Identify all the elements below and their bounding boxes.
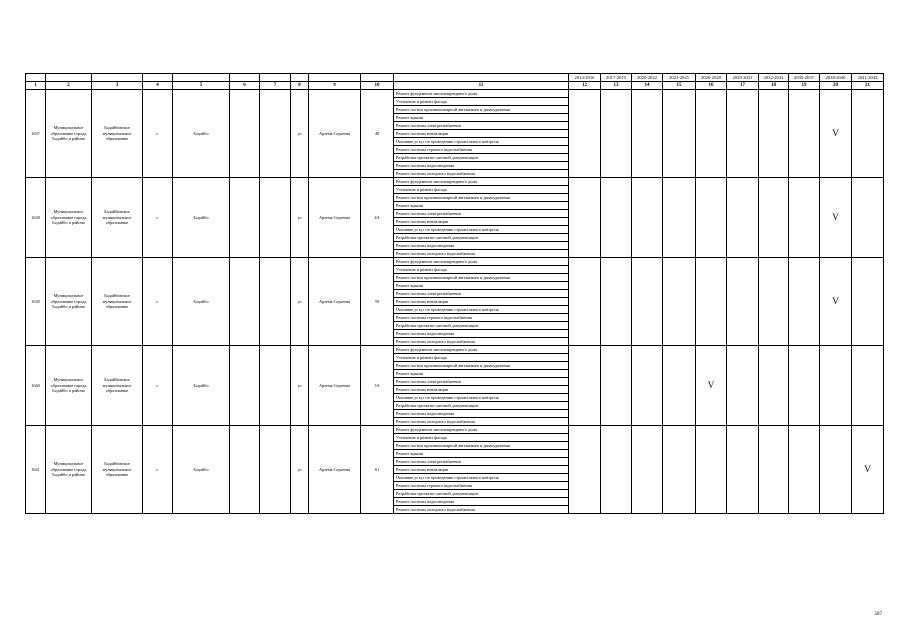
work-item: Ремонт крыши: [394, 114, 569, 122]
column-number: 11: [394, 82, 569, 90]
street-type-cell: ул: [291, 178, 309, 258]
period-cell: [696, 90, 727, 178]
period-cell: [632, 258, 663, 346]
record-id: 1638: [26, 178, 46, 258]
work-item: Ремонт крыши: [394, 370, 569, 378]
column-number: 3: [92, 82, 143, 90]
column-number: 15: [663, 82, 696, 90]
work-item: Оказание услуг по проведению строительного контроля: [394, 474, 569, 482]
period-cell: [852, 346, 884, 426]
period-cell: [601, 178, 632, 258]
period-cell: [789, 426, 820, 514]
work-item: Ремонт систем противопожарной автоматики и дымоудаления: [394, 362, 569, 370]
street-cell: Артема Сергеева: [309, 426, 361, 514]
municipality-cell: Муниципальное образование города Бодайбо и района: [46, 258, 92, 346]
period-cell: [569, 426, 601, 514]
period-cell: [759, 90, 789, 178]
table-row: [26, 90, 884, 98]
work-item: Ремонт системы горячего водоснабжения: [394, 314, 569, 322]
period-cell: [601, 90, 632, 178]
city-cell: Бодайбо: [173, 346, 230, 426]
locality-type-cell: г.: [143, 346, 173, 426]
col7-cell: [260, 258, 291, 346]
period-cell: [663, 346, 696, 426]
work-item: Ремонт системы электроснабжения: [394, 458, 569, 466]
period-mark: V: [696, 346, 727, 426]
period-cell: [820, 426, 852, 514]
work-item: Ремонт системы электроснабжения: [394, 122, 569, 130]
records-body: [26, 90, 884, 514]
col6-cell: [230, 90, 260, 178]
work-item: Утепление и ремонт фасада: [394, 266, 569, 274]
period-cell: [696, 426, 727, 514]
municipality-cell: Муниципальное образование города Бодайбо и района: [46, 90, 92, 178]
work-item: Оказание услуг по проведению строительного контроля: [394, 226, 569, 234]
work-item: Оказание услуг по проведению строительного контроля: [394, 394, 569, 402]
street-cell: Артема Сергеева: [309, 178, 361, 258]
municipality-cell: Муниципальное образование города Бодайбо и района: [46, 426, 92, 514]
period-cell: [632, 178, 663, 258]
work-item: Ремонт системы вентиляции: [394, 130, 569, 138]
work-item: Ремонт системы холодного водоснабжения: [394, 170, 569, 178]
period-cell: [663, 90, 696, 178]
work-item: Ремонт системы вентиляции: [394, 298, 569, 306]
period-cell: [789, 346, 820, 426]
col6-cell: [230, 258, 260, 346]
col6-cell: [230, 346, 260, 426]
period-header: 2035-2037: [789, 74, 820, 82]
street-cell: Артема Сергеева: [309, 90, 361, 178]
work-item: Разработка проектно-сметной документации: [394, 402, 569, 410]
work-item: Утепление и ремонт фасада: [394, 186, 569, 194]
period-header: 2014-2016: [569, 74, 601, 82]
period-cell: [727, 90, 759, 178]
column-number: 20: [820, 82, 852, 90]
period-cell: [601, 426, 632, 514]
column-number: 1: [26, 82, 46, 90]
period-mark: V: [820, 178, 852, 258]
work-item: Ремонт системы вентиляции: [394, 386, 569, 394]
column-number: 7: [260, 82, 291, 90]
period-mark: V: [852, 426, 884, 514]
work-item: Утепление и ремонт фасада: [394, 98, 569, 106]
period-cell: [789, 258, 820, 346]
col7-cell: [260, 90, 291, 178]
house-number-cell: 61: [361, 426, 394, 514]
period-cell: [727, 178, 759, 258]
column-number: 17: [727, 82, 759, 90]
period-cell: [789, 90, 820, 178]
settlement-cell: Бодайбинское муниципальное образование: [92, 178, 143, 258]
col7-cell: [260, 178, 291, 258]
col7-cell: [260, 426, 291, 514]
period-mark: V: [820, 258, 852, 346]
work-item: Ремонт системы горячего водоснабжения: [394, 146, 569, 154]
period-header: 2023-2025: [663, 74, 696, 82]
work-item: Ремонт системы водоотведения: [394, 330, 569, 338]
period-cell: [759, 426, 789, 514]
city-cell: Бодайбо: [173, 426, 230, 514]
record-id: 1640: [26, 346, 46, 426]
column-number: 18: [759, 82, 789, 90]
work-item: Ремонт системы электроснабжения: [394, 290, 569, 298]
col6-cell: [230, 426, 260, 514]
work-item: Ремонт системы холодного водоснабжения: [394, 506, 569, 514]
period-cell: [569, 90, 601, 178]
period-cell: [663, 426, 696, 514]
period-header: 2032-2034: [759, 74, 789, 82]
municipality-cell: Муниципальное образование города Бодайбо и района: [46, 178, 92, 258]
repair-schedule-table: [25, 73, 884, 514]
work-item: Ремонт крыши: [394, 202, 569, 210]
work-item: Ремонт систем противопожарной автоматики и дымоудаления: [394, 442, 569, 450]
period-cell: [569, 178, 601, 258]
period-cell: [696, 258, 727, 346]
period-cell: [759, 178, 789, 258]
work-item: Ремонт систем противопожарной автоматики и дымоудаления: [394, 194, 569, 202]
period-cell: [632, 346, 663, 426]
column-number-row: [26, 82, 884, 90]
street-cell: Артема Сергеева: [309, 258, 361, 346]
locality-type-cell: г.: [143, 426, 173, 514]
period-header-row: [26, 74, 884, 82]
settlement-cell: Бодайбинское муниципальное образование: [92, 346, 143, 426]
work-item: Оказание услуг по проведению строительного контроля: [394, 138, 569, 146]
street-type-cell: ул: [291, 90, 309, 178]
record-id: 1637: [26, 90, 46, 178]
street-type-cell: ул: [291, 426, 309, 514]
locality-type-cell: г.: [143, 90, 173, 178]
work-item: Ремонт фундамента многоквартирного дома: [394, 426, 569, 434]
period-cell: [759, 346, 789, 426]
period-cell: [601, 346, 632, 426]
house-number-cell: 5А: [361, 346, 394, 426]
column-number: 13: [601, 82, 632, 90]
column-number: 6: [230, 82, 260, 90]
street-type-cell: ул: [291, 258, 309, 346]
period-cell: [663, 258, 696, 346]
work-item: Ремонт системы водоотведения: [394, 498, 569, 506]
period-cell: [852, 178, 884, 258]
city-cell: Бодайбо: [173, 90, 230, 178]
period-header: 2029-2031: [727, 74, 759, 82]
period-cell: [852, 258, 884, 346]
period-header: 2017-2019: [601, 74, 632, 82]
street-cell: Артема Сергеева: [309, 346, 361, 426]
work-item: Оказание услуг по проведению строительного контроля: [394, 306, 569, 314]
work-item: Ремонт крыши: [394, 282, 569, 290]
period-cell: [663, 178, 696, 258]
column-number: 10: [361, 82, 394, 90]
work-item: Ремонт системы холодного водоснабжения: [394, 338, 569, 346]
period-cell: [759, 258, 789, 346]
period-cell: [727, 258, 759, 346]
col7-cell: [260, 346, 291, 426]
locality-type-cell: г.: [143, 178, 173, 258]
work-item: Утепление и ремонт фасада: [394, 434, 569, 442]
work-item: Ремонт системы водоотведения: [394, 410, 569, 418]
work-item: Разработка проектно-сметной документации: [394, 490, 569, 498]
column-number: 16: [696, 82, 727, 90]
period-cell: [727, 426, 759, 514]
work-item: Ремонт фундамента многоквартирного дома: [394, 258, 569, 266]
column-number: 19: [789, 82, 820, 90]
period-cell: [852, 90, 884, 178]
period-header: 2038-2040: [820, 74, 852, 82]
period-header: 2020-2022: [632, 74, 663, 82]
house-number-cell: 48: [361, 90, 394, 178]
work-item: Разработка проектно-сметной документации: [394, 234, 569, 242]
record-id: 1641: [26, 426, 46, 514]
period-mark: V: [820, 90, 852, 178]
locality-type-cell: г.: [143, 258, 173, 346]
settlement-cell: Бодайбинское муниципальное образование: [92, 90, 143, 178]
work-item: Ремонт фундамента многоквартирного дома: [394, 178, 569, 186]
work-item: Утепление и ремонт фасада: [394, 354, 569, 362]
column-number: 12: [569, 82, 601, 90]
house-number-cell: 4А: [361, 178, 394, 258]
period-header: 2041-2043: [852, 74, 884, 82]
period-cell: [569, 258, 601, 346]
work-item: Ремонт системы водоотведения: [394, 162, 569, 170]
column-number: 9: [309, 82, 361, 90]
work-item: Ремонт системы вентиляции: [394, 466, 569, 474]
work-item: Ремонт системы водоотведения: [394, 242, 569, 250]
period-cell: [789, 178, 820, 258]
column-number: 2: [46, 82, 92, 90]
period-header: 2026-2028: [696, 74, 727, 82]
work-item: Ремонт системы горячего водоснабжения: [394, 482, 569, 490]
work-item: Ремонт систем противопожарной автоматики и дымоудаления: [394, 274, 569, 282]
work-item: Ремонт системы холодного водоснабжения: [394, 250, 569, 258]
column-number: 5: [173, 82, 230, 90]
period-cell: [569, 346, 601, 426]
table-row: [26, 426, 884, 434]
city-cell: Бодайбо: [173, 178, 230, 258]
period-cell: [820, 346, 852, 426]
period-cell: [696, 178, 727, 258]
settlement-cell: Бодайбинское муниципальное образование: [92, 258, 143, 346]
work-item: Ремонт системы вентиляции: [394, 218, 569, 226]
period-cell: [632, 90, 663, 178]
settlement-cell: Бодайбинское муниципальное образование: [92, 426, 143, 514]
city-cell: Бодайбо: [173, 258, 230, 346]
work-item: Разработка проектно-сметной документации: [394, 154, 569, 162]
municipality-cell: Муниципальное образование города Бодайбо и района: [46, 346, 92, 426]
work-item: Ремонт крыши: [394, 450, 569, 458]
page-number: 587: [874, 612, 882, 617]
column-number: 8: [291, 82, 309, 90]
record-id: 1639: [26, 258, 46, 346]
period-cell: [727, 346, 759, 426]
work-item: Ремонт фундамента многоквартирного дома: [394, 90, 569, 98]
col6-cell: [230, 178, 260, 258]
work-item: Ремонт фундамента многоквартирного дома: [394, 346, 569, 354]
period-cell: [632, 426, 663, 514]
table-row: [26, 258, 884, 266]
column-number: 21: [852, 82, 884, 90]
period-cell: [601, 258, 632, 346]
street-type-cell: ул: [291, 346, 309, 426]
column-number: 14: [632, 82, 663, 90]
work-item: Ремонт системы электроснабжения: [394, 378, 569, 386]
work-item: Ремонт системы холодного водоснабжения: [394, 418, 569, 426]
column-number: 4: [143, 82, 173, 90]
table-row: [26, 178, 884, 186]
work-item: Ремонт систем противопожарной автоматики и дымоудаления: [394, 106, 569, 114]
work-item: Ремонт системы электроснабжения: [394, 210, 569, 218]
house-number-cell: 59: [361, 258, 394, 346]
work-item: Разработка проектно-сметной документации: [394, 322, 569, 330]
table-row: [26, 346, 884, 354]
